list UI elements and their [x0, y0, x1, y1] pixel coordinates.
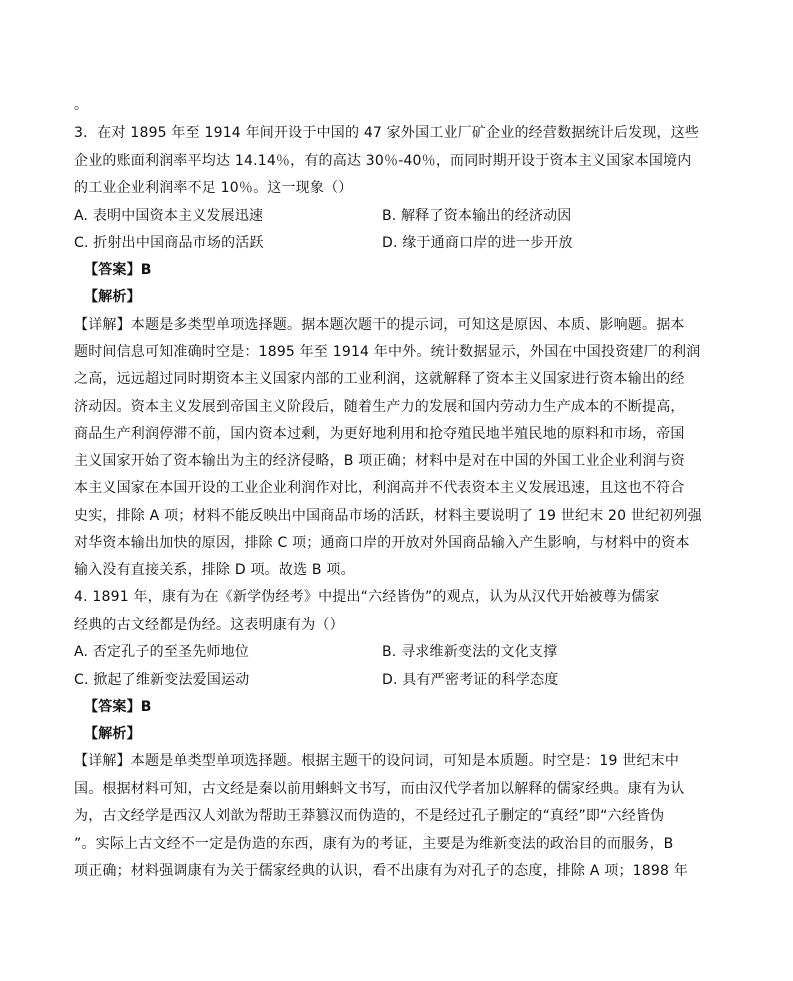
explanation-line: 【详解】本题是单类型单项选择题。根据主题干的设问词，可知是本质题。时空是：19 世纪末中	[74, 753, 680, 769]
explanation-line: ”。实际上古文经不一定是伪造的东西，康有为的考证，主要是为维新变法的政治目的而服务，B	[74, 836, 674, 852]
explanation-line: 史实，排除 A 项；材料不能反映出中国商品市场的活跃，材料主要说明了 19 世纪末 20 世纪初列强	[74, 508, 702, 524]
option-d: D. 缘于通商口岸的进一步开放	[382, 235, 573, 251]
option-d: D. 具有严密考证的科学态度	[382, 672, 559, 688]
explanation-line: 济动因。资本主义发展到帝国主义阶段后，随着生产力的发展和国内劳动力生产成本的不断提高，	[74, 399, 685, 415]
text-line: 经典的古文经都是伪经。这表明康有为（）	[74, 617, 344, 633]
option-a: A. 表明中国资本主义发展迅速	[74, 208, 264, 224]
explanation-line: 输入没有直接关系，排除 D 项。故选 B 项。	[74, 562, 355, 578]
explanation-line: 对华资本输出加快的原因，排除 C 项；通商口岸的开放对外国商品输入产生影响，与材料中的资本	[74, 535, 690, 551]
explanation-line: 【详解】本题是多类型单项选择题。据本题次题干的提示词，可知这是原因、本质、影响题。据本	[74, 317, 685, 333]
analysis-label: 【解析】	[84, 726, 141, 742]
option-b: B. 解释了资本输出的经济动因	[382, 208, 572, 224]
question-3-stem: 3．在对 1895 年至 1914 年间开设于中国的 47 家外国工业厂矿企业的经营数据统计后发现，这些	[74, 125, 700, 141]
text-line: 。	[74, 97, 89, 113]
question-4-stem: 4. 1891 年，康有为在《新学伪经考》中提出“六经皆伪”的观点，认为从汉代开始被尊为儒家	[74, 589, 660, 605]
explanation-line: 之高，远远超过同时期资本主义国家内部的工业利润，这就解释了资本主义国家进行资本输出的经	[74, 371, 685, 387]
option-c: C. 折射出中国商品市场的活跃	[74, 235, 264, 251]
text-line: 企业的账面利润率平均达 14.14％，有的高达 30％-40％，而同时期开设于资本主义国家本国境内	[74, 153, 692, 169]
explanation-line: 主义国家开始了资本输出为主的经济侵略，B 项正确；材料中是对在中国的外国工业企业利润与资	[74, 453, 685, 469]
explanation-line: 为，古文经学是西汉人刘歆为帮助王莽篡汉而伪造的，不是经过孔子删定的“真经”即“六经皆伪	[74, 808, 665, 824]
explanation-line: 本主义国家在本国开设的工业企业利润作对比，利润高并不代表资本主义发展迅速，且这也不符合	[74, 480, 685, 496]
explanation-line: 国。根据材料可知，古文经是秦以前用蝌蚪文书写，而由汉代学者加以解释的儒家经典。康有为认	[74, 781, 685, 797]
explanation-line: 商品生产利润停滞不前，国内资本过剩，为更好地利用和抢夺殖民地半殖民地的原料和市场，帝国	[74, 426, 685, 442]
explanation-line: 题时间信息可知准确时空是：1895 年至 1914 年中外。统计数据显示，外国在中国投资建厂的利润	[74, 344, 701, 360]
text-line: 的工业企业利润率不足 10％。这一现象（）	[74, 180, 353, 196]
option-b: B. 寻求维新变法的文化支撑	[382, 644, 558, 660]
answer-label: 【答案】B	[84, 699, 152, 715]
answer-label: 【答案】B	[84, 262, 152, 278]
option-a: A. 否定孔子的至圣先师地位	[74, 644, 250, 660]
option-c: C. 掀起了维新变法爱国运动	[74, 672, 250, 688]
explanation-line: 项正确；材料强调康有为关于儒家经典的认识，看不出康有为对孔子的态度，排除 A 项；1898 年	[74, 863, 688, 879]
analysis-label: 【解析】	[84, 289, 141, 305]
